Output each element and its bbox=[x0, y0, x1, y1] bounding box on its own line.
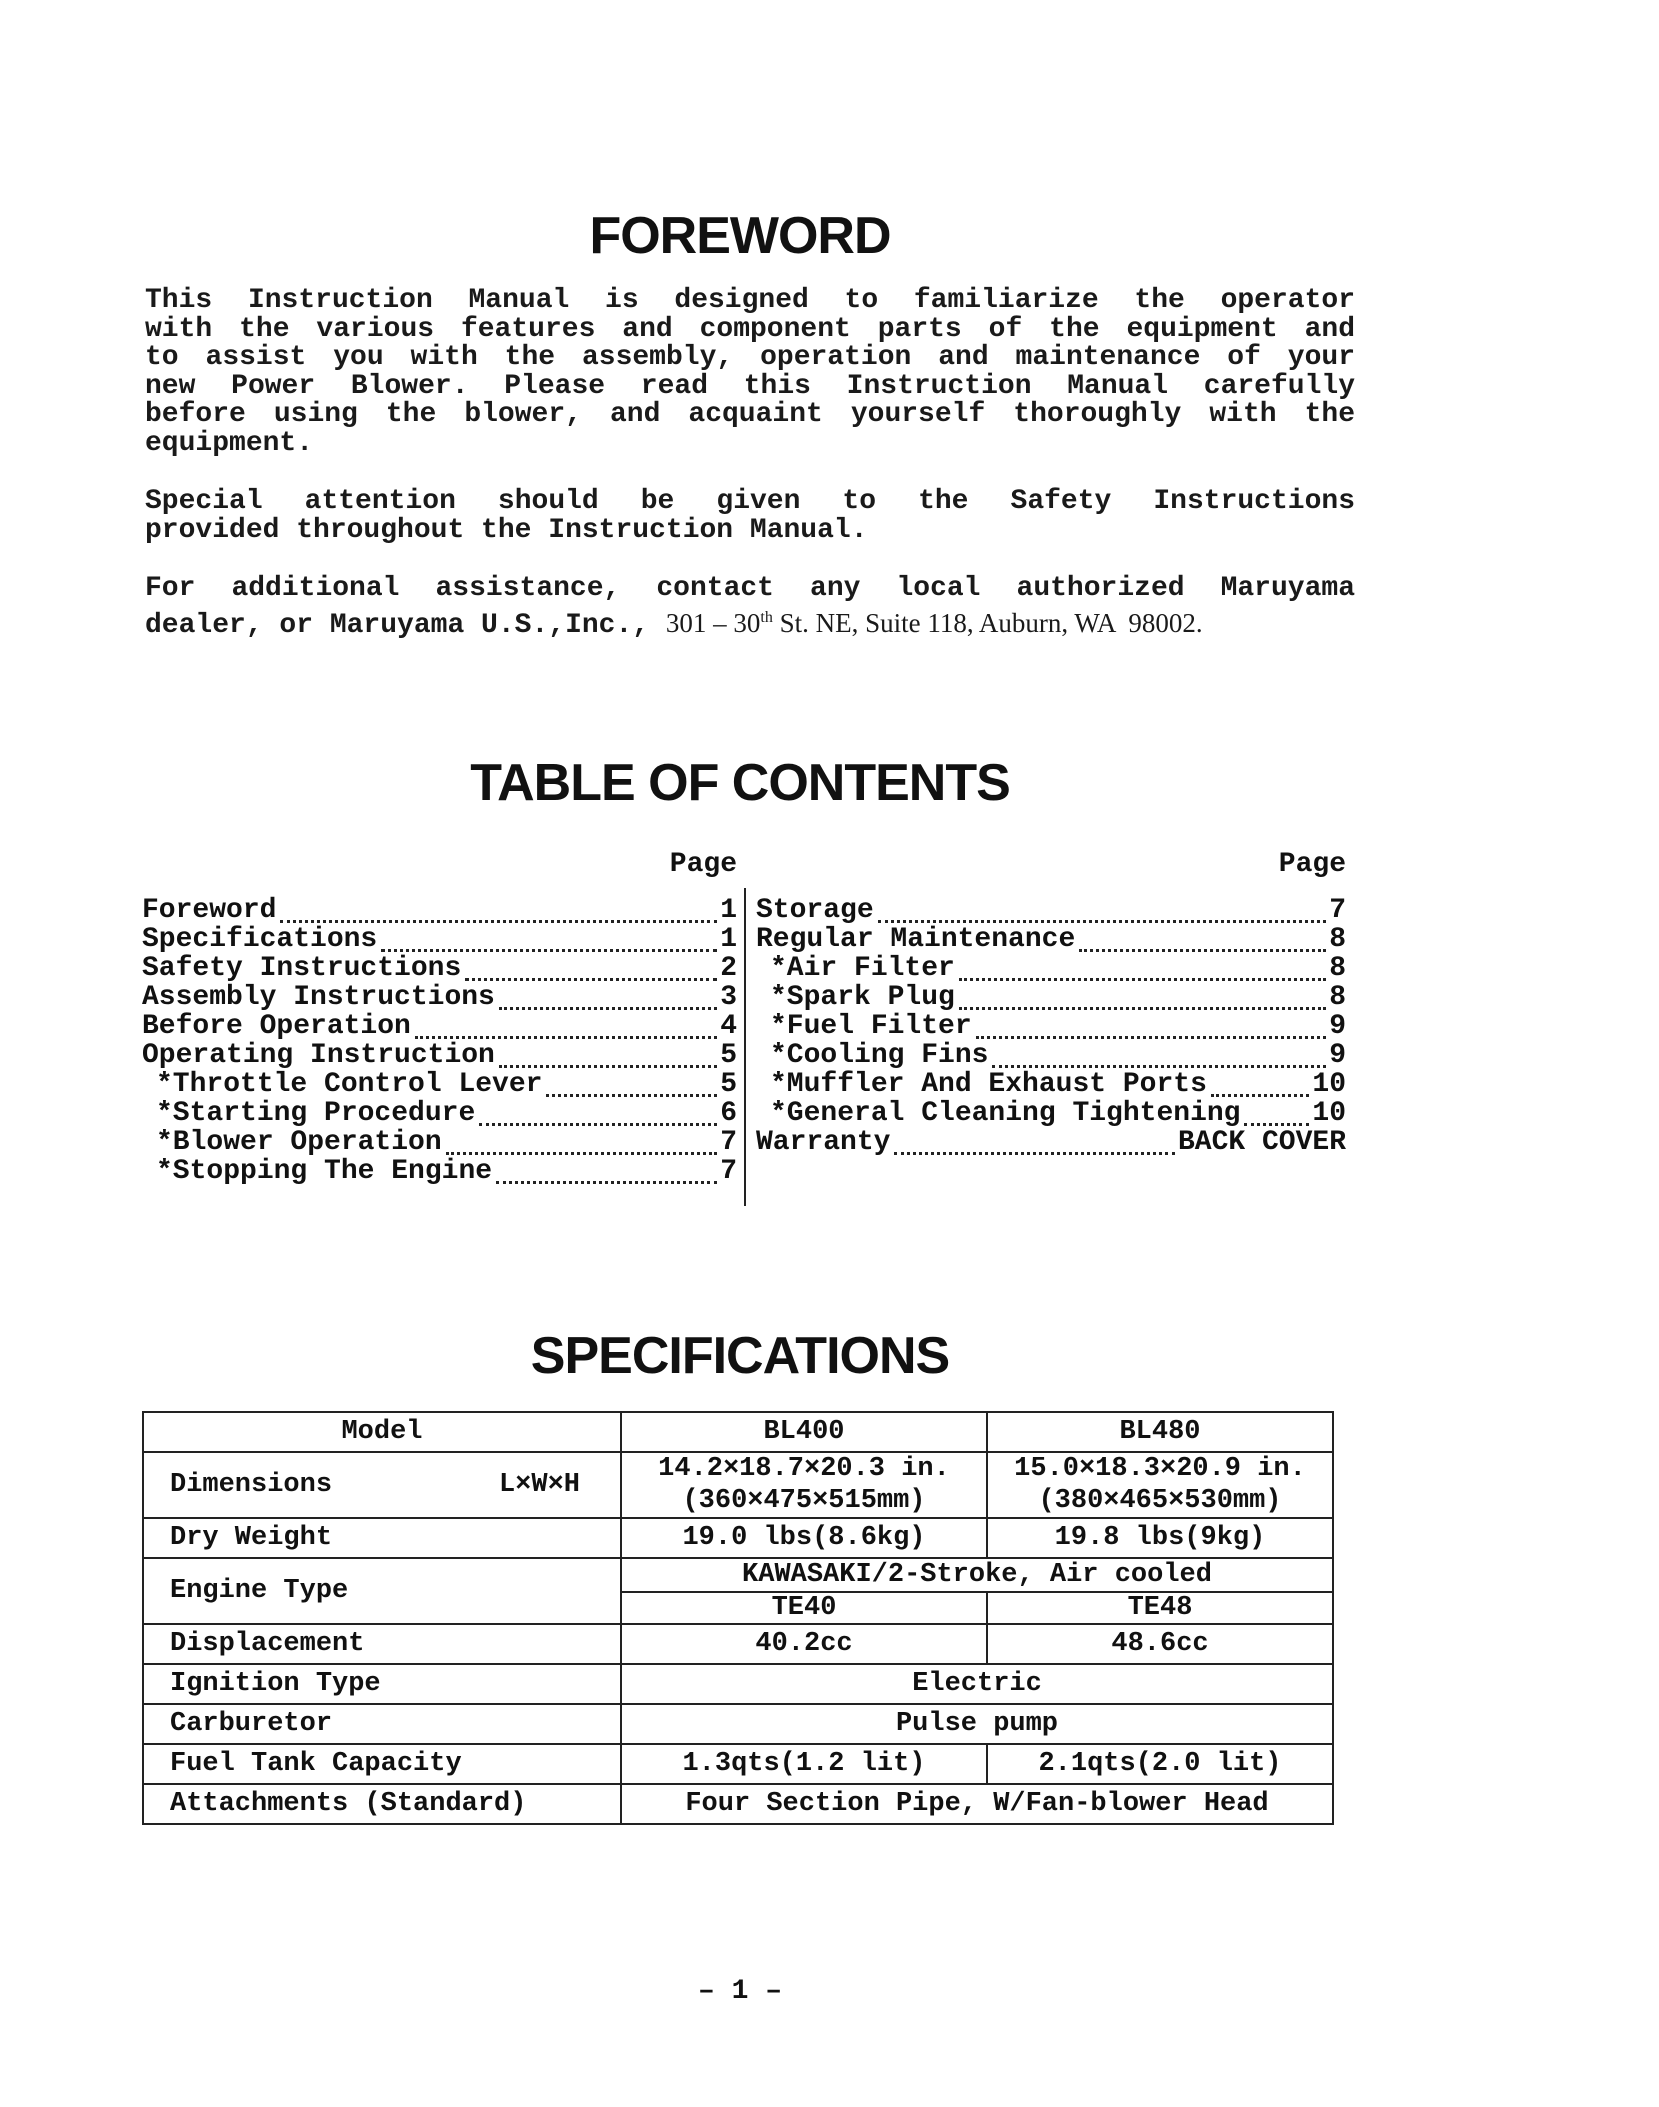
toc-entry-page: 10 bbox=[1312, 1098, 1346, 1129]
dimensions-inches: 15.0×18.3×20.9 in. bbox=[1014, 1454, 1306, 1484]
toc-right-list bbox=[756, 896, 1346, 1157]
toc-entry bbox=[756, 1099, 1346, 1128]
bl400-dry-weight: 19.0 lbs(8.6kg) bbox=[621, 1518, 987, 1558]
dealer-text: dealer, or Maruyama U.S.,Inc., bbox=[145, 609, 666, 641]
toc-entry-label: *Muffler And Exhaust Ports bbox=[770, 1069, 1207, 1100]
address-text bbox=[666, 608, 1203, 638]
toc-entry-page: 8 bbox=[1329, 982, 1346, 1013]
toc-entry bbox=[142, 925, 737, 954]
table-row bbox=[143, 1518, 1333, 1558]
text-line: Special attention should be given to the Safety Instructions bbox=[145, 486, 1355, 517]
text-line: before using the blower, and acquaint yourself thoroughly with the bbox=[145, 399, 1355, 430]
toc-leader-dots bbox=[959, 956, 1326, 981]
text-line: with the various features and component parts of the equipment and bbox=[145, 313, 1355, 345]
toc-page-header: Page bbox=[1278, 849, 1346, 880]
attachments-value: Four Section Pipe, W/Fan-blower Head bbox=[621, 1784, 1333, 1824]
foreword-title: FOREWORD bbox=[589, 207, 891, 265]
bl400-header: BL400 bbox=[621, 1412, 987, 1452]
toc-entry bbox=[756, 1128, 1346, 1157]
toc-entry-label: *Cooling Fins bbox=[770, 1040, 989, 1071]
toc-entry-page: 7 bbox=[720, 1127, 737, 1158]
dimensions-label: Dimensions bbox=[170, 1470, 333, 1500]
toc-leader-dots bbox=[479, 1101, 717, 1126]
toc-entry-page: 10 bbox=[1312, 1069, 1346, 1100]
toc-entry-page: 9 bbox=[1329, 1040, 1346, 1071]
toc-page-header: Page bbox=[669, 849, 737, 880]
table-row bbox=[143, 1412, 1333, 1452]
toc-entry-label: Storage bbox=[756, 895, 874, 926]
table-row bbox=[143, 1624, 1333, 1664]
text-line bbox=[145, 604, 1355, 641]
toc-entry-page: 8 bbox=[1329, 924, 1346, 955]
toc-left-column bbox=[142, 850, 737, 1186]
toc-leader-dots bbox=[465, 956, 717, 981]
specifications-table bbox=[142, 1411, 1334, 1825]
table-row bbox=[143, 1784, 1333, 1824]
address-street: St. NE, Suite 118, Auburn, WA 98002. bbox=[772, 607, 1203, 638]
toc-entry-label: *Stopping The Engine bbox=[156, 1156, 493, 1187]
bl400-displacement: 40.2cc bbox=[621, 1624, 987, 1664]
specifications-title: SPECIFICATIONS bbox=[530, 1327, 950, 1385]
toc-entry-label: *Starting Procedure bbox=[156, 1098, 476, 1129]
toc-entry bbox=[756, 1012, 1346, 1041]
toc-leader-dots bbox=[878, 898, 1327, 923]
toc-entry-label: *Throttle Control Lever bbox=[156, 1069, 543, 1100]
toc-entry-page: 1 bbox=[720, 924, 737, 955]
toc-entry-label: Regular Maintenance bbox=[756, 924, 1076, 955]
toc-leader-dots bbox=[546, 1072, 717, 1097]
attachments-label: Attachments (Standard) bbox=[143, 1784, 621, 1824]
engine-type-label: Engine Type bbox=[143, 1558, 621, 1624]
toc-left-list bbox=[142, 896, 737, 1186]
toc-entry bbox=[142, 954, 737, 983]
toc-entry-label: Warranty bbox=[756, 1127, 891, 1158]
carburetor-label: Carburetor bbox=[143, 1704, 621, 1744]
page-number: – 1 – bbox=[697, 1976, 782, 2007]
toc-leader-dots bbox=[499, 985, 717, 1010]
toc-leader-dots bbox=[976, 1014, 1327, 1039]
toc-leader-dots bbox=[992, 1043, 1326, 1068]
toc-entry bbox=[142, 983, 737, 1012]
bl480-engine-model: TE48 bbox=[987, 1592, 1333, 1624]
text-line: equipment. bbox=[145, 427, 314, 459]
address-superscript: th bbox=[760, 608, 773, 626]
toc-entry-page: 6 bbox=[720, 1098, 737, 1129]
toc-entry bbox=[756, 983, 1346, 1012]
toc-entry bbox=[756, 896, 1346, 925]
address-number: 301 – 30 bbox=[665, 607, 761, 638]
toc-entry-label: *General Cleaning Tightening bbox=[770, 1098, 1241, 1129]
table-row bbox=[143, 1452, 1333, 1518]
bl400-engine-model: TE40 bbox=[621, 1592, 987, 1624]
text-line: to assist you with the assembly, operation and maintenance of your bbox=[145, 342, 1355, 373]
text-line: provided throughout the Instruction Manual. bbox=[145, 514, 868, 546]
bl480-dry-weight: 19.8 lbs(9kg) bbox=[987, 1518, 1333, 1558]
toc-entry-label: *Fuel Filter bbox=[770, 1011, 972, 1042]
toc-leader-dots bbox=[496, 1159, 717, 1184]
toc-entry-label: Assembly Instructions bbox=[142, 982, 495, 1013]
fuel-tank-label: Fuel Tank Capacity bbox=[143, 1744, 621, 1784]
toc-right-column bbox=[756, 850, 1346, 1157]
toc-entry-page: 3 bbox=[720, 982, 737, 1013]
carburetor-value: Pulse pump bbox=[621, 1704, 1333, 1744]
toc-entry-page: 4 bbox=[720, 1011, 737, 1042]
toc-entry-label: *Blower Operation bbox=[156, 1127, 442, 1158]
bl400-fuel-tank: 1.3qts(1.2 lit) bbox=[621, 1744, 987, 1784]
toc-leader-dots bbox=[446, 1130, 718, 1155]
bl480-fuel-tank: 2.1qts(2.0 lit) bbox=[987, 1744, 1333, 1784]
table-row bbox=[143, 1704, 1333, 1744]
engine-type-shared: KAWASAKI/2-Stroke, Air cooled bbox=[621, 1558, 1333, 1592]
toc-entry bbox=[756, 925, 1346, 954]
toc-entry bbox=[142, 896, 737, 925]
dimensions-inches: 14.2×18.7×20.3 in. bbox=[658, 1454, 950, 1484]
dimensions-label-cell bbox=[143, 1452, 621, 1518]
toc-leader-dots bbox=[959, 985, 1326, 1010]
text-line: new Power Blower. Please read this Instruction Manual carefully bbox=[145, 370, 1355, 402]
dimensions-axes: L×W×H bbox=[498, 1470, 580, 1500]
toc-entry-page: BACK COVER bbox=[1177, 1127, 1346, 1158]
dimensions-mm: (380×465×530mm) bbox=[1038, 1486, 1282, 1516]
toc-entry-label: Safety Instructions bbox=[142, 953, 462, 984]
toc-divider bbox=[744, 888, 746, 1206]
toc-leader-dots bbox=[1079, 927, 1326, 952]
toc-entry-label: Foreword bbox=[142, 895, 277, 926]
toc-entry bbox=[142, 1012, 737, 1041]
toc-entry-label: *Spark Plug bbox=[770, 982, 955, 1013]
toc-leader-dots bbox=[280, 898, 717, 923]
toc-entry-page: 7 bbox=[1329, 895, 1346, 926]
toc-entry bbox=[756, 1041, 1346, 1070]
ignition-type-value: Electric bbox=[621, 1664, 1333, 1704]
toc-entry-label: *Air Filter bbox=[770, 953, 955, 984]
foreword-paragraph-3 bbox=[145, 575, 1355, 640]
bl400-dimensions bbox=[621, 1452, 987, 1518]
toc-entry bbox=[142, 1041, 737, 1070]
toc-entry bbox=[756, 954, 1346, 983]
toc-entry-label: Operating Instruction bbox=[142, 1040, 495, 1071]
toc-leader-dots bbox=[894, 1130, 1175, 1155]
toc-entry bbox=[142, 1128, 737, 1157]
bl480-header: BL480 bbox=[987, 1412, 1333, 1452]
toc-entry-label: Specifications bbox=[142, 924, 378, 955]
text-line: This Instruction Manual is designed to familiarize the operator bbox=[145, 285, 1355, 316]
toc-entry-page: 5 bbox=[720, 1040, 737, 1071]
toc-entry-page: 1 bbox=[720, 895, 737, 926]
toc-entry bbox=[142, 1099, 737, 1128]
foreword-paragraph-1 bbox=[145, 287, 1355, 458]
text-line: For additional assistance, contact any local authorized Maruyama bbox=[145, 573, 1355, 604]
toc-title: TABLE OF CONTENTS bbox=[470, 754, 1010, 812]
toc-entry-page: 9 bbox=[1329, 1011, 1346, 1042]
table-row bbox=[143, 1558, 1333, 1592]
toc-entry bbox=[756, 1070, 1346, 1099]
table-row bbox=[143, 1664, 1333, 1704]
toc-entry-page: 7 bbox=[720, 1156, 737, 1187]
toc-entry bbox=[142, 1070, 737, 1099]
displacement-label: Displacement bbox=[143, 1624, 621, 1664]
toc-entry-page: 8 bbox=[1329, 953, 1346, 984]
toc-leader-dots bbox=[381, 927, 717, 952]
table-row bbox=[143, 1744, 1333, 1784]
toc-leader-dots bbox=[499, 1043, 717, 1068]
toc-entry-page: 2 bbox=[720, 953, 737, 984]
dimensions-mm: (360×475×515mm) bbox=[682, 1486, 926, 1516]
toc-leader-dots bbox=[415, 1014, 717, 1039]
model-header: Model bbox=[143, 1412, 621, 1452]
toc-leader-dots bbox=[1211, 1072, 1310, 1097]
foreword-paragraph-2 bbox=[145, 488, 1355, 545]
toc-leader-dots bbox=[1244, 1101, 1309, 1126]
bl480-displacement: 48.6cc bbox=[987, 1624, 1333, 1664]
dry-weight-label: Dry Weight bbox=[143, 1518, 621, 1558]
toc-entry-page: 5 bbox=[720, 1069, 737, 1100]
ignition-type-label: Ignition Type bbox=[143, 1664, 621, 1704]
bl480-dimensions bbox=[987, 1452, 1333, 1518]
toc-entry bbox=[142, 1157, 737, 1186]
toc-entry-label: Before Operation bbox=[142, 1011, 411, 1042]
